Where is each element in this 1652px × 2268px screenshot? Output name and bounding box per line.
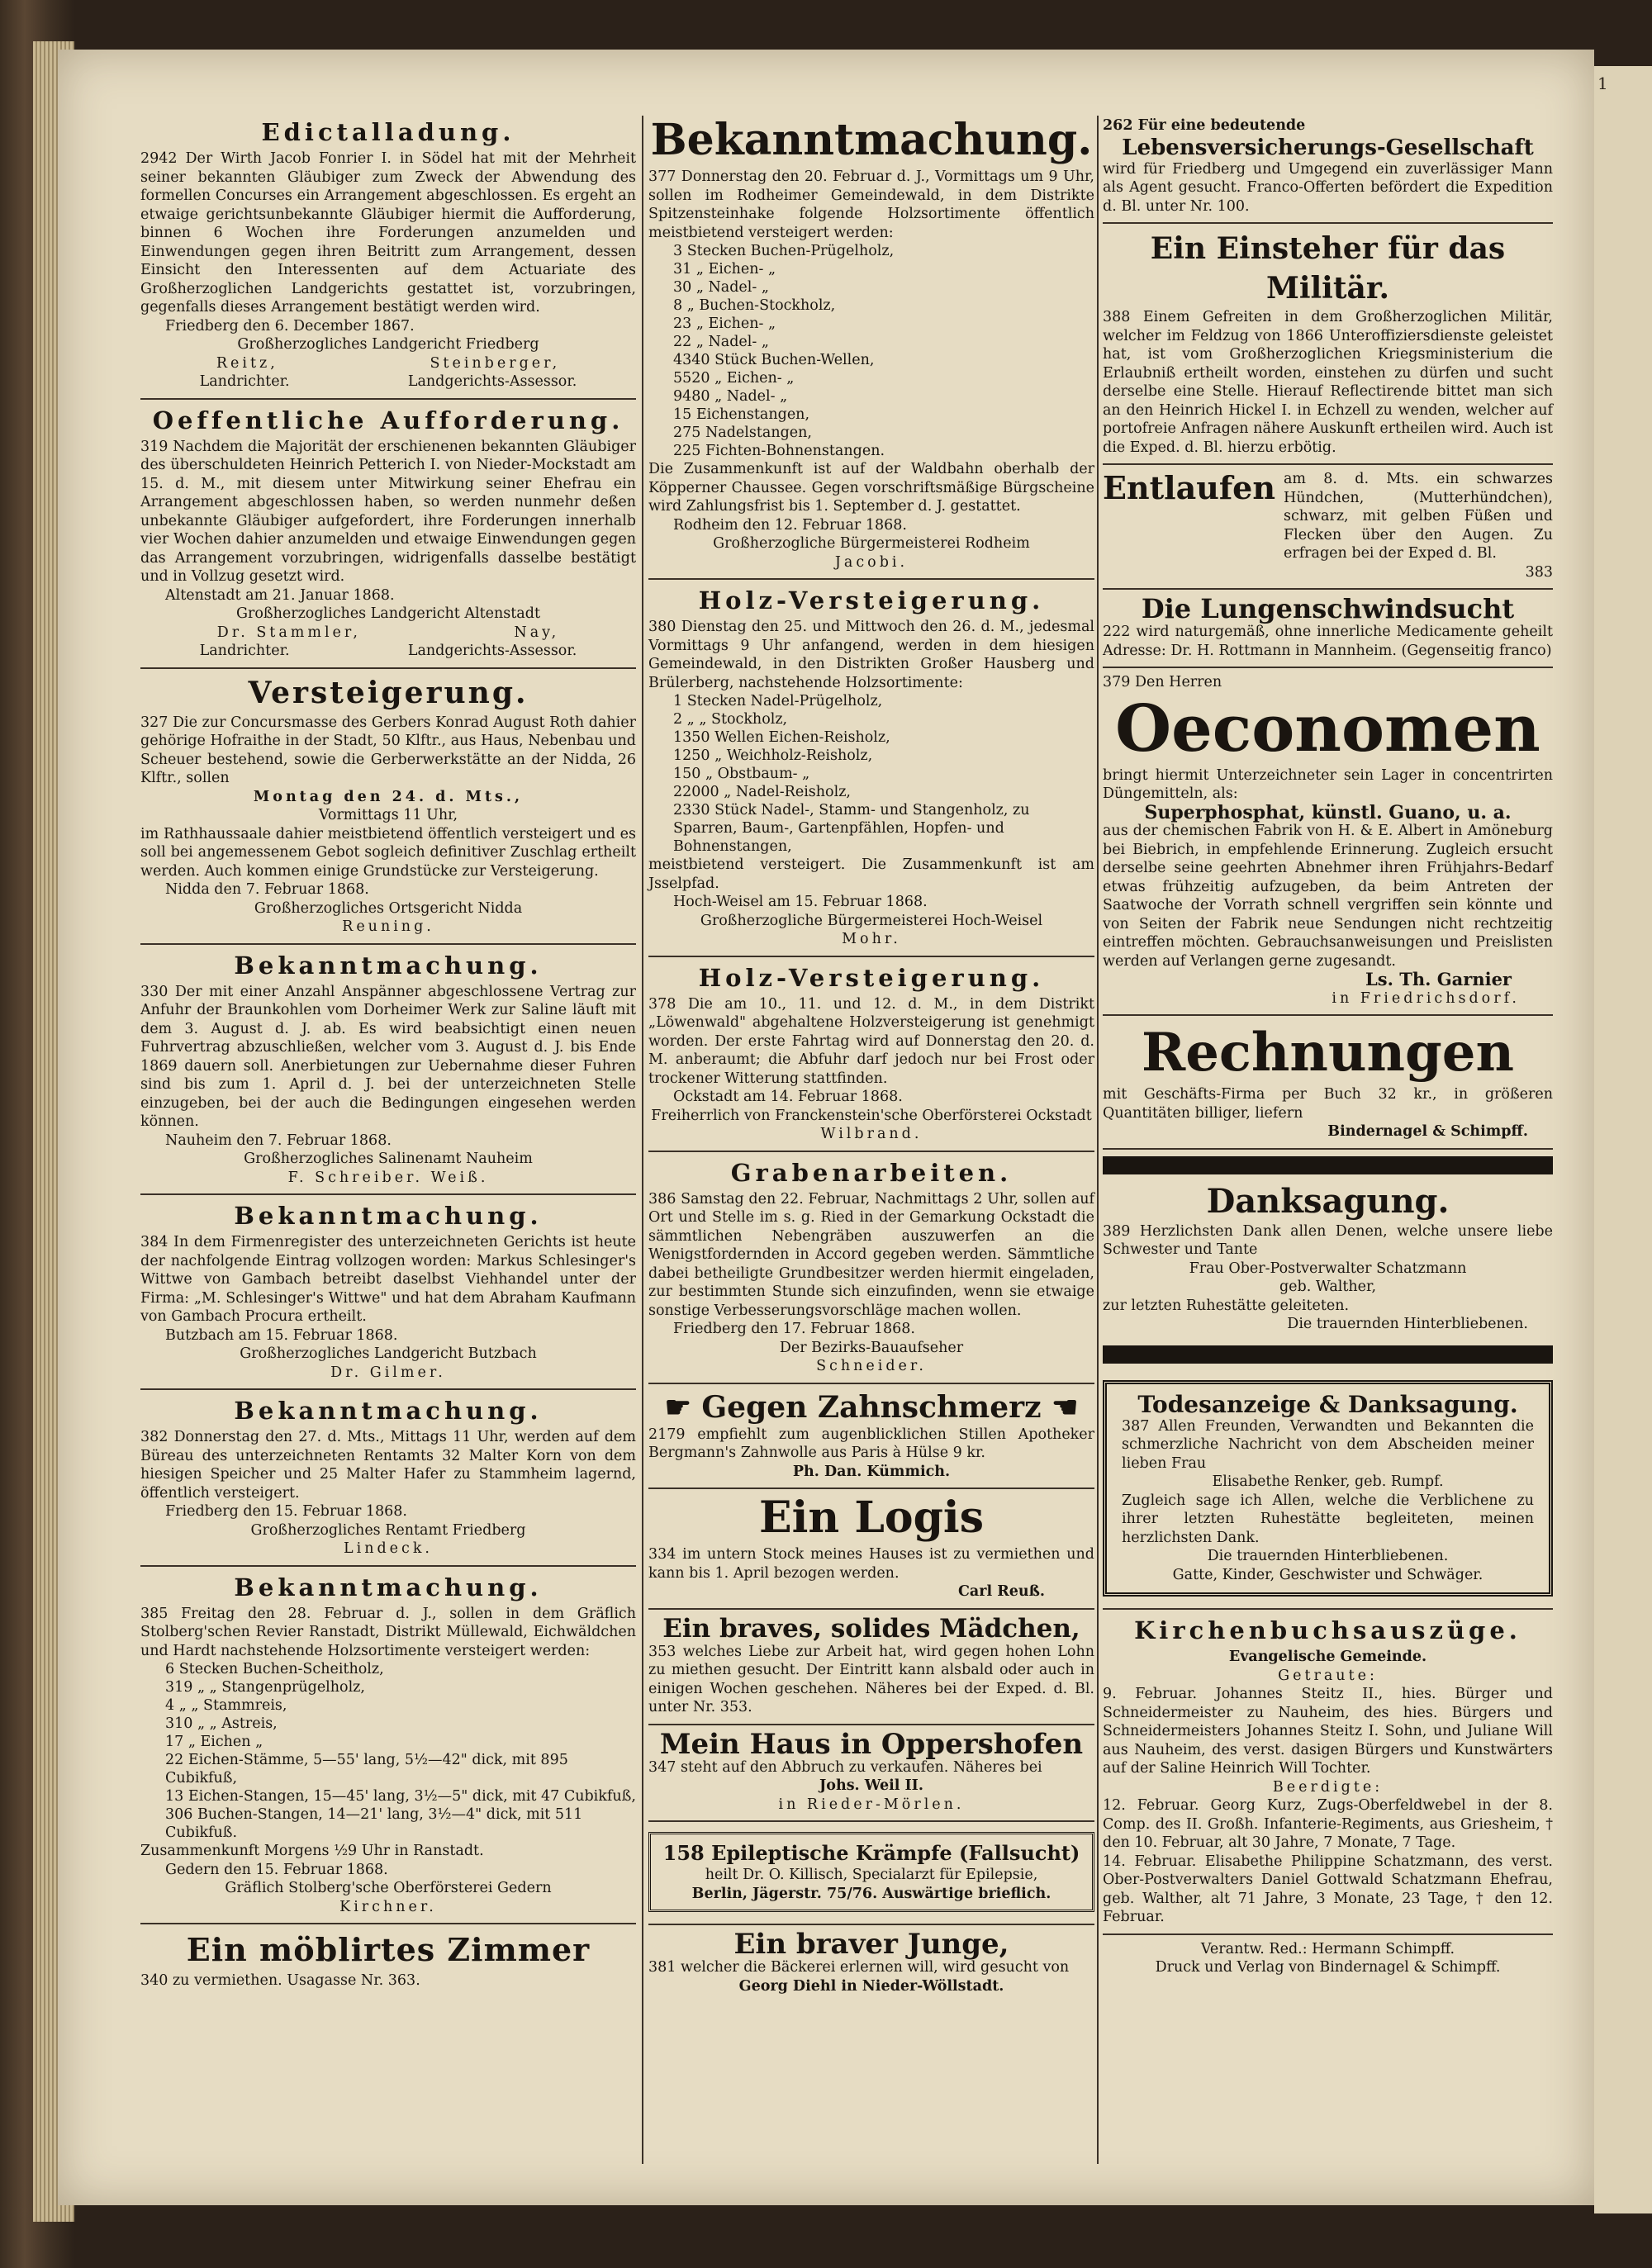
ad-body: wird für Friedberg und Umgegend ein zuverlässiger Mann als Agent gesucht. Franco-Offerten befördert die Expedition d. Bl. unter Nr. 100. [1103, 160, 1553, 215]
list-item: 1 Stecken Nadel-Prügelholz, [673, 693, 883, 709]
signature: Bindernagel & Schimpff. [1327, 1123, 1528, 1140]
role-left: Landrichter. [199, 643, 290, 659]
entry: 14. Februar. Elisabethe Philippine Schatzmann, des verst. Ober-Postverwalters Daniel Gottwald Schatzmann Ehefrau, geb. Walther, alt 71 Jahre, 3 Monate, 23 Tage, † den 12. Februar. [1103, 1853, 1553, 1925]
notice-time: Vormittags 11 Uhr, [318, 807, 458, 823]
ad-body: 381 welcher die Bäckerei erlernen will, wird gesucht von [648, 1959, 1070, 1976]
ad-zahnschmerz [648, 1384, 1094, 1490]
notice-body: 382 Donnerstag den 27. d. Mts., Mittags 11 Uhr, werden auf dem Büreau des unterzeichneten Rentamts 32 Malter Korn von dem hiesigen Speicher und 25 Malter Hafer zu Stammheim lagernd, öffentlich versteigert. [140, 1429, 636, 1502]
signature: Ph. Dan. Kümmich. [792, 1463, 951, 1480]
notice-title: Todesanzeige & Danksagung. [1137, 1390, 1518, 1418]
section-heading: Beerdigte: [1272, 1778, 1384, 1796]
ad-body: bringt hiermit Unterzeichneter sein Lager in concentrirten Düngemitteln, als: [1103, 766, 1553, 802]
column-2 [648, 112, 1094, 2002]
notice-court: Der Bezirks-Bauaufseher [779, 1339, 964, 1356]
list-item: 31 „ Eichen- „ [673, 261, 776, 278]
notice-name-2: geb. Walther, [1279, 1279, 1377, 1295]
ad-einsteher [1103, 224, 1553, 465]
list-item: 5520 „ Eichen- „ [673, 370, 795, 387]
notice-title: Versteigerung. [248, 675, 529, 710]
notice-body: 389 Herzlichsten Dank allen Denen, welche unsere liebe Schwester und Tante [1103, 1222, 1553, 1258]
signature: Ls. Th. Garnier [1365, 969, 1512, 989]
notice-place-date: Friedberg den 17. Februar 1868. [673, 1321, 915, 1337]
role-right: Landgerichts-Assessor. [407, 643, 577, 659]
list-item: 23 „ Eichen- „ [673, 316, 776, 332]
notice-court: Großherzogliches Landgericht Altenstadt [236, 605, 540, 622]
notice-holz-ockstadt [648, 957, 1094, 1152]
notice-court: Großherzogliche Bürgermeisterei Hoch-Weisel [700, 912, 1043, 929]
list-item: 319 „ „ Stangenprügelholz, [165, 1679, 365, 1696]
list-item: 9480 „ Nadel- „ [673, 388, 788, 405]
notice-body: 385 Freitag den 28. Februar d. J., sollen in dem Gräflich Stolberg'schen Revier Ranstadt, Distrikt Müllewald, Eichwäldchen und Hardt nachstehende Holzsortimente versteigert werden: [140, 1605, 636, 1659]
notice-todesanzeige [1103, 1370, 1553, 1611]
ad-rechnungen [1103, 1016, 1553, 1150]
notice-place-date: Nauheim den 7. Februar 1868. [165, 1132, 392, 1149]
ad-head: 379 Den Herren [1103, 674, 1222, 690]
notice-body: 330 Der mit einer Anzahl Anspänner abgeschlossene Vertrag zur Anfuhr der Braunkohlen vom Dorheimer Werk zur Saline läuft mit dem 3. August d. J. ab. Es wird beabsichtigt einen neuen Fuhrvertrag abzuschließen, welcher vom 3. August d. J. bis Ende 1869 dauern soll. Anerbietungen zur Uebernahme dieser Fuhren sind bis zum 1. April d. J. bei der unterzeichneten Stelle einzugeben, bei der auch die Bedingungen eingesehen werden können. [140, 983, 636, 1130]
notice-body: 384 In dem Firmenregister des unterzeichneten Gerichts ist heute der nachfolgende Eintrag vollzogen worden: Markus Schlesinger's Wittwe von Gambach betreibt daselbst Viehhandel unter der Firma: „M. Schlesinger's Wittwe" und hat dem Abraham Kaufmann von Gambach Procura ertheilt. [140, 1234, 636, 1325]
list-item: 225 Fichten-Bohnenstangen. [673, 443, 885, 459]
list-item: 15 Eichenstangen, [673, 406, 810, 423]
column-rule [642, 116, 643, 2164]
notice-edictalladung [140, 112, 636, 400]
notice-holz-rodheim [648, 112, 1094, 580]
role-right: Landgerichts-Assessor. [407, 373, 577, 390]
notice-versteigerung [140, 669, 636, 945]
notice-place-date: Hoch-Weisel am 15. Februar 1868. [673, 894, 928, 910]
ad-title: ☛ Gegen Zahnschmerz ☚ [664, 1389, 1079, 1425]
ad-title: Mein Haus in Oppershofen [659, 1727, 1084, 1761]
notice-title: Bekanntmachung. [650, 115, 1093, 165]
list-item: 150 „ Obstbaum- „ [673, 766, 810, 782]
imprint-publisher: Druck und Verlag von Bindernagel & Schimpff. [1155, 1959, 1501, 1976]
ad-body-2: aus der chemischen Fabrik von H. & E. Albert in Amöneburg bei Biebrich, in empfehlende Erinnerung. Zugleich ersucht derselbe seine geehrten Abnehmer ihren Frühjahrs-Bedarf etwas frühzeitig aufzugeben, da beim Antreten der Saatwoche der Vorrath schnell vergriffen sein könnte und von Seiten der Fabrik neue Sendungen nicht rechtzeitig eintreffen möchten. Gebrauchsanweisungen und Preislisten werden auf Verlangen gerne zugesandt. [1103, 823, 1553, 970]
ad-body: 340 zu vermiethen. Usagasse Nr. 363. [140, 1972, 420, 1989]
ad-title: Ein möblirtes Zimmer [186, 1931, 591, 1968]
ad-title: Lebensversicherungs-Gesellschaft [1122, 135, 1534, 160]
column-rule [1097, 116, 1099, 2164]
notice-title: Oeffentliche Aufforderung. [152, 406, 624, 434]
notice-bekanntmachung-holz [140, 1567, 636, 1925]
notice-place-date: Nidda den 7. Februar 1868. [165, 881, 369, 898]
notice-body: 387 Allen Freunden, Verwandten und Bekannten die schmerzliche Nachricht von dem Abscheiden meiner lieben Frau [1122, 1417, 1534, 1472]
ad-epilepsie [648, 1822, 1094, 1925]
ad-title: Oeconomen [1115, 690, 1540, 766]
imprint-editor: Verantw. Red.: Hermann Schimpff. [1200, 1940, 1455, 1957]
signature: Dr. Gilmer. [330, 1364, 446, 1381]
signature: Carl Reuß. [957, 1583, 1045, 1600]
signature: Die trauernden Hinterbliebenen. [1207, 1548, 1449, 1564]
notice-place-date: Gedern den 15. Februar 1868. [165, 1861, 388, 1878]
signature: Georg Diehl in Nieder-Wöllstadt. [738, 1977, 1004, 1995]
ad-title: Entlaufen [1103, 469, 1275, 506]
list-item: 4340 Stück Buchen-Wellen, [673, 352, 875, 368]
notice-body-2: Zusammenkunft Morgens ½9 Uhr in Ranstadt. [140, 1843, 484, 1859]
notice-title: Bekanntmachung. [234, 1202, 543, 1230]
notice-body: 386 Samstag den 22. Februar, Nachmittags 2 Uhr, sollen auf Ort und Stelle im s. g. Ried in der Gemarkung Ockstadt die sämmtlichen Nebengräben auszuwerfen an die Wenigstfordernden in Accord gegeben werden. Sämmtliche dabei betheiligte Grundbesitzer werden hiermit eingeladen, zur bestimmten Stunde sich einzufinden, wenn sie etwaige sonstige Verbesserungsvorschläge machen wollen. [648, 1190, 1094, 1319]
ad-title: 158 Epileptische Krämpfe (Fallsucht) [662, 1841, 1080, 1865]
ad-logis [648, 1489, 1094, 1610]
ad-body: 334 im untern Stock meines Hauses ist zu vermiethen und kann bis 1. April bezogen werden. [648, 1546, 1094, 1582]
signature-2: Gatte, Kinder, Geschwister und Schwäger. [1172, 1566, 1483, 1583]
list-item: 1250 „ Weichholz-Reisholz, [673, 747, 873, 764]
list-item: 22000 „ Nadel-Reisholz, [673, 784, 851, 800]
notice-title: Bekanntmachung. [234, 951, 543, 980]
notice-body-2: Zugleich sage ich Allen, welche die Verblichene zu ihrer letzten Ruhestätte begleiteten, meinen herzlichsten Dank. [1122, 1492, 1534, 1546]
notice-title: Bekanntmachung. [234, 1573, 543, 1601]
notice-body: 319 Nachdem die Majorität der erschienenen bekannten Gläubiger des überschuldeten Heinrich Petterich I. von Nieder-Mockstadt am 15. d. M., mit diesem unter Mitwirkung seiner Ehefrau ein Arrangement abgeschlossen haben, so werden nunmehr deßen unbekannte Gläubiger aufgefordert, ihre Forderungen innerhalb vier Wochen dahier anzumelden und etwaige Einwendungen gegen das Arrangement vorzubringen, widrigenfalls dasselbe bestätigt und in Vollzug gesetzt wird. [140, 438, 636, 585]
signature: Lindeck. [343, 1540, 433, 1557]
notice-bekanntmachung-firma [140, 1195, 636, 1390]
section-heading: Getraute: [1278, 1667, 1378, 1684]
notice-name: Elisabethe Renker, geb. Rumpf. [1212, 1473, 1444, 1490]
signature: Die trauernden Hinterbliebenen. [1287, 1316, 1528, 1332]
signature: Johs. Weil II. [819, 1777, 923, 1794]
ad-body: 353 welches Liebe zur Arbeit hat, wird gegen hohen Lohn zu miethen gesucht. Der Eintritt kann alsbald oder auch in einigen Wochen geschehen. Näheres bei der Exped. d. Bl. unter Nr. 353. [648, 1643, 1094, 1715]
signature: Kirchner. [339, 1898, 437, 1915]
item-list [648, 242, 1094, 460]
notice-grabenarbeiten [648, 1152, 1094, 1384]
entry: 9. Februar. Johannes Steitz II., hies. Bürger und Schneidermeister zu Nauheim, des hies. Bürgers und Schneidermeisters Johannes Steitz I. Sohn, und Juliane Will aus Nauheim, des verst. dasigen Bürgers und Kunstwärters auf der Saline Heinrich Will Tochter. [1103, 1686, 1553, 1777]
notice-body: 377 Donnerstag den 20. Februar d. J., Vormittags um 9 Uhr, sollen im Rodheimer Gemeindewald, in dem Distrikte Spitzensteinhake folgende Holzsortimente öffentlich meistbietend versteigert werden: [648, 168, 1094, 241]
notice-court: Großherzogliches Landgericht Butzbach [240, 1345, 537, 1362]
notice-title: Danksagung. [1206, 1181, 1450, 1221]
ad-body: am 8. d. Mts. ein schwarzes Hündchen, (Mutterhündchen), schwarz, mit gelben Füßen und Flecken über den Augen. Zu erfragen bei der Exped d. Bl. [1283, 471, 1553, 562]
notice-body: 2942 Der Wirth Jacob Fonrier I. in Södel hat mit der Mehrheit seiner bekannten Gläubiger zum Zweck der Abwendung des formellen Concurses ein Arrangement abgeschlossen. Es ergeht an etwaige gerichtsunbekannte Gläubiger hiermit die Aufforderung, binnen 6 Wochen ihre Forderungen anzumelden und Einwendungen gegen ihren Beitritt zum Arrangement, dessen Einsicht den Interessenten auf dem Actuariate des Großherzoglichen Landgerichts gestattet ist, vorzubringen, gegenfalls dieses Arrangement bestätigt werden wird. [140, 150, 636, 316]
ad-title: Ein Logis [759, 1492, 984, 1543]
notice-kirchenbuch [1103, 1610, 1553, 1935]
signature-left: Dr. Stammler, [216, 624, 361, 641]
list-item: 1350 Wellen Eichen-Reisholz, [673, 729, 890, 746]
signature: Mohr. [842, 931, 901, 947]
ad-title: Ein Einsteher für das Militär. [1150, 231, 1506, 306]
signature: Reuning. [342, 918, 434, 935]
ad-haus [648, 1725, 1094, 1823]
notice-body-2: zur letzten Ruhestätte geleiteten. [1103, 1297, 1350, 1314]
signature-right: Steinberger, [430, 354, 561, 372]
ad-body: 388 Einem Gefreiten in dem Großherzoglichen Militär, welcher im Feldzug von 1866 Unteroffiziersdienste geleistet hat, ist vom Großherzoglichen Kriegsministerium die Erlaubniß ertheilt worden, einstehen zu dürfen und sucht derselbe eine Stelle. Hierauf Reflectirende bittet man sich an den Heinrich Hickel I. in Echzell zu wenden, welcher auf portofreie Anfragen nähere Auskunft ertheilen wird. Auch ist die Exped. d. Bl. hierzu erbötig. [1103, 309, 1553, 456]
notice-court: Großherzogliches Ortsgericht Nidda [254, 899, 523, 917]
notice-place-date: Butzbach am 15. Februar 1868. [165, 1326, 398, 1344]
ad-title: Ein braves, solides Mädchen, [662, 1613, 1080, 1644]
signature-left: Reitz, [216, 354, 278, 372]
signature-right: Nay, [514, 624, 560, 641]
role-left: Landrichter. [199, 373, 290, 390]
notice-place-date: Rodheim den 12. Februar 1868. [673, 516, 907, 534]
notice-body: 378 Die am 10., 11. und 12. d. M., in dem Distrikt „Löwenwald" abgehaltene Holzversteigerung ist genehmigt worden. Der erste Fahrtag wird auf Donnerstag den 20. d. M. anberaumt; die Abfuhr darf jedoch nur bei Frost oder trockener Witterung stattfinden. [648, 995, 1094, 1087]
divider-bar [1103, 1156, 1553, 1174]
item-list [140, 1660, 636, 1842]
notice-court: Großherzogliches Salinenamt Nauheim [244, 1151, 533, 1167]
notice-body: 327 Die zur Concursmasse des Gerbers Konrad August Roth dahier gehörige Hofraithe in der Stadt, 50 Klftr., aus Haus, Nebenbau und Scheuer bestehend, sowie die Gerberwerkstätte an der Nidda, 26 Klftr., sollen [140, 714, 636, 786]
ad-box [648, 1832, 1094, 1912]
notice-title: Grabenarbeiten. [730, 1158, 1013, 1187]
list-item: 4 „ „ Stammreis, [165, 1697, 287, 1714]
notice-body-2: meistbietend versteigert. Die Zusammenkunft ist am Jsselpfad. [648, 856, 1094, 892]
ad-address: Berlin, Jägerstr. 75/76. Auswärtige brieflich. [691, 1885, 1051, 1902]
notice-court: Großherzogliches Rentamt Friedberg [250, 1521, 526, 1539]
list-item: 3 Stecken Buchen-Prügelholz, [673, 243, 895, 259]
list-item: 22 Eichen-Stämme, 5—55' lang, 5½—42" dick, mit 895 Cubikfuß, [165, 1752, 568, 1786]
signature: Wilbrand. [820, 1126, 923, 1142]
list-item: 6 Stecken Buchen-Scheitholz, [165, 1661, 384, 1677]
list-item: 306 Buchen-Stangen, 14—21' lang, 3½—4" dick, mit 511 Cubikfuß. [165, 1806, 583, 1841]
column-1 [140, 112, 636, 1997]
notice-title: Holz-Versteigerung. [698, 963, 1045, 992]
notice-title: Edictalladung. [261, 118, 515, 146]
signature: F. Schreiber. Weiß. [287, 1169, 489, 1186]
ad-place: in Friedrichsdorf. [1332, 989, 1520, 1007]
signature: Jacobi. [834, 553, 909, 571]
list-item: 2330 Stück Nadel-, Stamm- und Stangenholz, zu Sparren, Baum-, Gartenpfählen, Hopfen- und Bohnenstangen, [673, 802, 1030, 855]
ad-number: 383 [1525, 563, 1553, 581]
notice-aufforderung [140, 400, 636, 669]
list-item: 275 Nadelstangen, [673, 425, 812, 441]
notice-bekanntmachung-saline [140, 945, 636, 1196]
notice-title: Bekanntmachung. [234, 1397, 543, 1425]
notice-court: Gräflich Stolberg'sche Oberförsterei Gedern [225, 1880, 552, 1896]
ad-body: heilt Dr. O. Killisch, Specialarzt für Epilepsie, [705, 1867, 1038, 1883]
notice-court: Großherzogliches Landgericht Friedberg [237, 336, 539, 353]
pointing-hand-icon: ☚ [1051, 1389, 1079, 1425]
column-3 [1103, 112, 1553, 1984]
notice-bekanntmachung-rentamt [140, 1390, 636, 1567]
list-item: 8 „ Buchen-Stockholz, [673, 297, 836, 314]
ad-title: Ein braver Junge, [733, 1928, 1009, 1961]
notice-name: Frau Ober-Postverwalter Schatzmann [1189, 1260, 1467, 1277]
notice-body: 380 Dienstag den 25. und Mittwoch den 26. d. M., jedesmal Vormittags 9 Uhr anfangend, werden in dem hiesigen Gemeindewald, in den Distrikten Großer Hausberg und Brülerberg, nachstehende Holzsortimente: [648, 619, 1094, 691]
notice-subtitle: Evangelische Gemeinde. [1228, 1649, 1427, 1665]
facing-page-edge [1594, 66, 1652, 2213]
ad-title: Rechnungen [1142, 1022, 1514, 1084]
ad-title: Die Lungenschwindsucht [1141, 593, 1515, 624]
notice-date: Montag den 24. d. Mts., [253, 788, 524, 805]
ad-entlaufen [1103, 465, 1553, 590]
notice-title: Holz-Versteigerung. [698, 586, 1045, 614]
notice-body-2: im Rathhaussaale dahier meistbietend öffentlich versteigert und es soll bei angemessenem Gebot sogleich definitiver Zuschlag ertheilt werden. Auch kommen einige Grundstücke zur Versteigerung. [140, 825, 636, 880]
entry: 12. Februar. Georg Kurz, Zugs-Oberfeldwebel in der 8. Comp. des II. Großh. Infanterie-Regiments, aus Griesheim, † den 10. Februar, alt 30 Jahre, 7 Monate, 7 Tage. [1103, 1797, 1553, 1851]
ad-place: in Rieder-Mörlen. [778, 1796, 965, 1813]
list-item: 310 „ „ Astreis, [165, 1715, 278, 1732]
ad-lungenschwindsucht [1103, 590, 1553, 668]
ad-lebensversicherung [1103, 112, 1553, 224]
ad-body: mit Geschäfts-Firma per Buch 32 kr., in größeren Quantitäten billiger, liefern [1103, 1086, 1553, 1122]
list-item: 13 Eichen-Stangen, 15—45' lang, 3½—5" dick, mit 47 Cubikfuß, [165, 1788, 636, 1805]
ad-body: 2179 empfiehlt zum augenblicklichen Stillen Apotheker Bergmann's Zahnwolle aus Paris à Hülse 9 kr. [648, 1426, 1094, 1461]
list-item: 17 „ Eichen „ [165, 1734, 263, 1750]
notice-court: Freiherrlich von Franckenstein'sche Oberförsterei Ockstadt [651, 1107, 1092, 1124]
ad-products: Superphosphat, künstl. Guano, u. a. [1144, 801, 1512, 823]
notice-holz-hochweisel [648, 580, 1094, 957]
ad-maedchen [648, 1610, 1094, 1725]
notice-place-date: Friedberg den 15. Februar 1868. [165, 1503, 407, 1520]
ad-body: 347 steht auf den Abbruch zu verkaufen. Näheres bei [648, 1758, 1042, 1776]
notice-danksagung [1103, 1181, 1553, 1339]
ad-head: 262 Für eine bedeutende [1103, 117, 1306, 134]
list-item: 2 „ „ Stockholz, [673, 711, 788, 728]
list-item: 30 „ Nadel- „ [673, 279, 769, 296]
ad-zimmer [140, 1924, 636, 1997]
pointing-hand-icon: ☛ [664, 1389, 691, 1425]
notice-place-date: Friedberg den 6. December 1867. [165, 317, 415, 335]
list-item: 22 „ Nadel- „ [673, 334, 769, 350]
divider-bar [1103, 1345, 1553, 1364]
notice-court: Großherzogliche Bürgermeisterei Rodheim [713, 535, 1030, 552]
imprint [1103, 1935, 1553, 1984]
page-number: 1 [1597, 74, 1608, 93]
mourning-box [1103, 1380, 1553, 1597]
notice-body-2: Die Zusammenkunft ist auf der Waldbahn oberhalb der Köpperner Chaussee. Gegen vorschriftsmäßige Bürgscheine wird Zahlungsfrist bis 1. September d. J. gestattet. [648, 461, 1094, 515]
item-list [648, 692, 1094, 856]
notice-place-date: Altenstadt am 21. Januar 1868. [165, 586, 395, 604]
notice-title: Kirchenbuchsauszüge. [1134, 1616, 1521, 1644]
signature: Schneider. [816, 1358, 927, 1374]
notice-place-date: Ockstadt am 14. Februar 1868. [673, 1089, 903, 1105]
ad-body: 222 wird naturgemäß, ohne innerliche Medicamente geheilt Adresse: Dr. H. Rottmann in Mannheim. (Gegenseitig franco) [1103, 624, 1553, 659]
ad-oeconomen [1103, 668, 1553, 1016]
ad-junge [648, 1925, 1094, 2002]
